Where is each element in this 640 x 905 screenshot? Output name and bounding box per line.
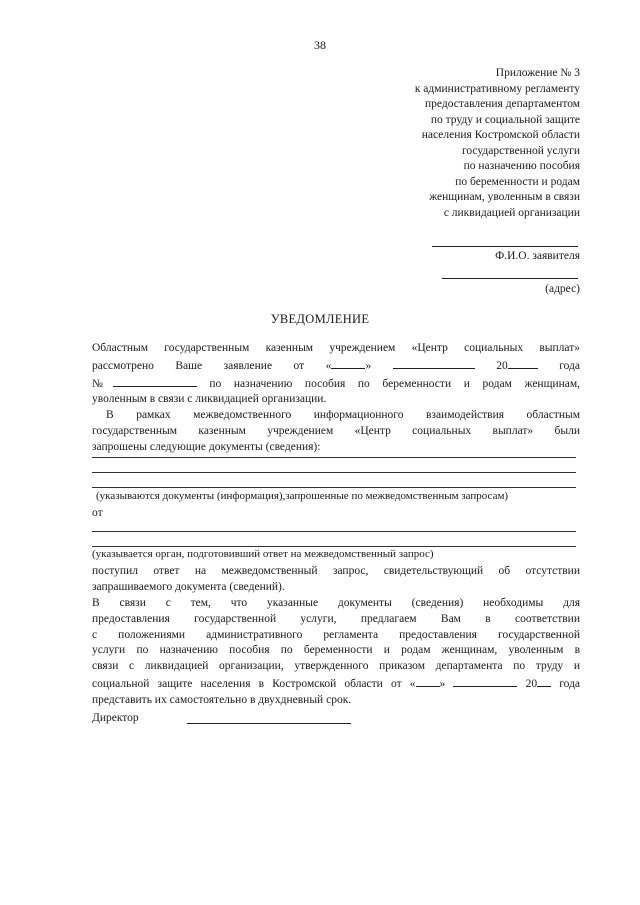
text-fragment: социальной защите населения в Костромской области от «	[92, 677, 416, 690]
text-fragment: »	[365, 359, 372, 372]
appendix-line: по беременности и родам	[455, 175, 580, 188]
applicant-address-line	[442, 278, 578, 279]
fill-line	[92, 472, 576, 473]
text-line: связи с ликвидацией организации, утвержденного приказом департамента по труду и	[92, 660, 580, 673]
applicant-name-label: Ф.И.О. заявителя	[495, 250, 580, 262]
applicant-address-label: (адрес)	[545, 283, 580, 295]
text-line: запрошены следующие документы (сведения):	[92, 440, 321, 453]
applicant-name-line	[432, 246, 578, 247]
text-line: Областным государственным казенным учреждением «Центр социальных выплат»	[92, 342, 580, 354]
fill-line	[92, 546, 576, 547]
director-label: Директор	[92, 712, 139, 724]
text-fragment: по назначению пособия по беременности и родам женщинам,	[209, 377, 581, 390]
appendix-line: предоставления департаментом	[424, 98, 580, 110]
fill-line	[92, 457, 576, 458]
order-year-blank	[537, 675, 551, 687]
text-line: государственным казенным учреждением «Центр социальных выплат» были	[92, 424, 580, 437]
appendix-line: государственной услуги	[461, 144, 580, 157]
text-fragment: года	[559, 677, 581, 690]
appendix-line: по труду и социальной защите	[430, 113, 580, 126]
text-fragment: рассмотрено Ваше заявление от «	[92, 359, 332, 372]
text-fragment: 20	[525, 677, 538, 690]
text-line: запрашиваемого документа (сведений).	[92, 580, 285, 593]
from-label: от	[92, 507, 103, 519]
order-month-blank	[453, 675, 517, 687]
text-line: с положениями административного регламента предоставления государственной	[92, 628, 580, 641]
day-blank	[331, 357, 365, 369]
documents-caption: (указываются документы (информация),запрошенные по межведомственным запросам)	[96, 490, 509, 502]
order-day-blank	[416, 675, 440, 687]
director-signature-line	[187, 723, 351, 724]
appendix-line: Приложение № 3	[495, 67, 580, 79]
month-blank	[393, 357, 475, 369]
text-line: поступил ответ на межведомственный запрос, свидетельствующий об отсутствии	[92, 565, 580, 577]
text-line: услуги по назначению пособия по беременности и родам женщинам, уволенным в	[92, 644, 580, 657]
text-line: представить их самостоятельно в двухдневный срок.	[92, 693, 352, 706]
appendix-header	[415, 66, 580, 221]
appendix-line: женщинам, уволенным в связи	[429, 191, 580, 203]
text-fragment: года	[559, 359, 580, 372]
appendix-line: к административному регламенту	[414, 82, 580, 95]
text-line: уволенным в связи с ликвидацией организации.	[92, 393, 327, 406]
application-number-blank	[113, 375, 197, 387]
text-line	[92, 357, 580, 375]
text-line: предоставления государственной услуги, предлагаем Вам в соответствии	[92, 612, 580, 625]
appendix-line: с ликвидацией организации	[443, 206, 580, 219]
authority-caption: (указывается орган, подготовивший ответ на межведомственный запрос)	[92, 548, 434, 560]
text-line	[92, 375, 580, 393]
text-fragment: 20	[496, 359, 508, 372]
text-fragment: »	[439, 677, 446, 690]
paragraph-4	[92, 596, 580, 709]
text-line: В связи с тем, что указанные документы (сведения) необходимы для	[92, 597, 580, 609]
fill-line	[92, 487, 576, 488]
page-number: 38	[314, 38, 326, 52]
text-line: В рамках межведомственного информационного взаимодействия областным	[106, 409, 580, 422]
document-title: УВЕДОМЛЕНИЕ	[270, 312, 370, 326]
appendix-line: населения Костромской области	[421, 129, 580, 141]
year-blank	[508, 357, 538, 369]
appendix-line: по назначению пособия	[463, 160, 580, 172]
paragraph-1	[92, 341, 580, 456]
paragraph-3	[92, 564, 580, 596]
text-fragment: №	[92, 377, 113, 390]
text-line	[92, 675, 580, 693]
fill-line	[92, 531, 576, 532]
